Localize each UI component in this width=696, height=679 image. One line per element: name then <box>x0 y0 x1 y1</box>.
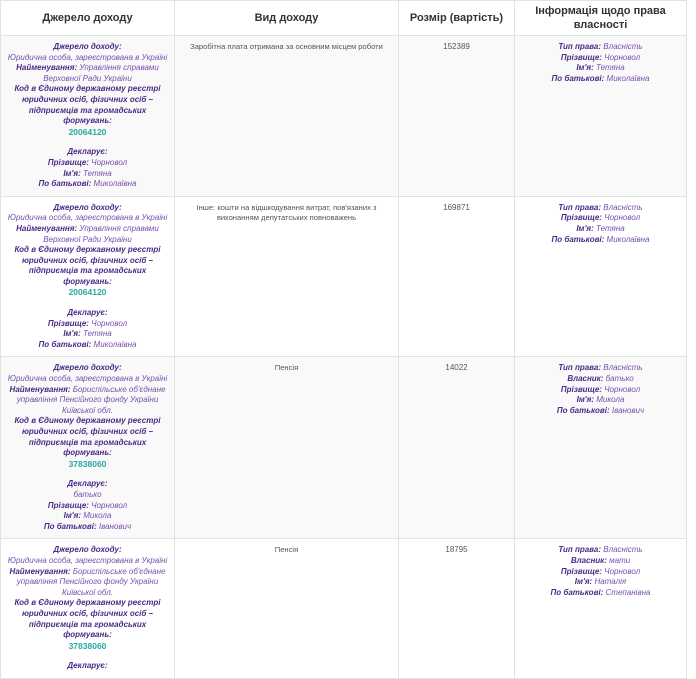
own-first-name-value: Наталія <box>594 577 627 587</box>
income-type-cell: Заробітна плата отримана за основним місцем роботи <box>175 36 399 197</box>
own-surname-value: Чорновол <box>604 566 641 576</box>
right-type-label: Тип права: <box>558 202 602 212</box>
source-label: Джерело доходу: <box>53 42 122 51</box>
patronymic-value: Миколаївна <box>93 339 137 349</box>
code-label: Код в Єдиному державному реєстрі юридичних осіб, фізичних осіб – підприємців та громадських формувань: <box>14 416 161 458</box>
declarant-label: Декларує: <box>67 147 108 157</box>
patronymic-label: По батькові: <box>38 339 92 349</box>
own-patronymic-label: По батькові: <box>556 405 610 415</box>
table-row <box>1 36 687 197</box>
edrpou-code: 20064120 <box>68 126 107 137</box>
org-name: Управління справами Верховної Ради України <box>43 63 159 83</box>
name-label: Найменування: <box>9 384 71 394</box>
name-label: Найменування: <box>16 223 78 233</box>
surname-value: Чорновол <box>91 500 128 510</box>
own-first-name-value: Тетяна <box>595 63 625 73</box>
own-surname-value: Чорновол <box>604 52 641 62</box>
own-patronymic-label: По батькові: <box>551 234 605 244</box>
income-source-cell <box>1 357 175 539</box>
declarant-label: Декларує: <box>67 308 108 318</box>
surname-value: Чорновол <box>91 318 128 328</box>
source-label: Джерело доходу: <box>53 545 122 555</box>
name-label: Найменування: <box>16 63 78 73</box>
legal-entity-text: Юридична особа, зареєстрована в Україні <box>7 555 168 565</box>
code-label: Код в Єдиному державному реєстрі юридичних осіб, фізичних осіб – підприємців та громадських формувань: <box>14 598 161 640</box>
own-patronymic-label: По батькові: <box>550 587 604 597</box>
code-label: Код в Єдиному державному реєстрі юридичних осіб, фізичних осіб – підприємців та громадських формувань: <box>14 84 161 126</box>
right-type-label: Тип права: <box>558 545 602 555</box>
patronymic-value: Миколаївна <box>93 179 137 189</box>
own-patronymic-value: Іванович <box>611 405 645 415</box>
first-name-value: Тетяна <box>82 168 112 178</box>
owner-label: Власник: <box>567 374 604 384</box>
declarant-relation: батько <box>73 489 102 499</box>
declarant-label: Декларує: <box>67 661 108 671</box>
header-source: Джерело доходу <box>1 1 175 36</box>
table-row <box>1 357 687 539</box>
ownership-cell <box>515 196 687 357</box>
own-surname-label: Прізвище: <box>560 52 602 62</box>
first-name-label: Ім'я: <box>63 329 81 339</box>
source-label: Джерело доходу: <box>53 363 122 373</box>
first-name-label: Ім'я: <box>63 511 82 521</box>
own-first-name-label: Ім'я: <box>576 395 595 405</box>
surname-label: Прізвище: <box>47 500 89 510</box>
income-amount-cell: 169871 <box>399 196 515 357</box>
legal-entity-text: Юридична особа, зареєстрована в Україні <box>7 52 168 62</box>
ownership-cell <box>515 36 687 197</box>
own-surname-value: Чорновол <box>604 384 641 394</box>
right-type-label: Тип права: <box>558 42 602 51</box>
income-type-cell: Пенсія <box>175 539 399 679</box>
code-label: Код в Єдиному державному реєстрі юридичних осіб, фізичних осіб – підприємців та громадських формувань: <box>14 245 161 286</box>
edrpou-code: 20064120 <box>68 287 107 298</box>
right-type-label: Тип права: <box>558 363 602 373</box>
edrpou-code: 37838060 <box>68 458 107 469</box>
own-first-name-value: Микола <box>596 395 625 405</box>
owner-value: батько <box>605 374 634 384</box>
own-first-name-label: Ім'я: <box>576 63 594 73</box>
surname-label: Прізвище: <box>47 157 89 167</box>
legal-entity-text: Юридична особа, зареєстрована в Україні <box>7 213 168 223</box>
income-amount-cell: 152389 <box>399 36 515 197</box>
edrpou-code: 37838060 <box>68 640 107 651</box>
patronymic-label: По батькові: <box>38 179 92 189</box>
table-row <box>1 196 687 357</box>
own-patronymic-value: Миколаївна <box>606 73 650 83</box>
own-first-name-value: Тетяна <box>595 223 625 233</box>
income-amount-cell: 14022 <box>399 357 515 539</box>
own-patronymic-value: Миколаївна <box>606 234 650 244</box>
own-patronymic-value: Степанівна <box>605 587 651 597</box>
table-header-row <box>1 1 687 36</box>
own-surname-value: Чорновол <box>604 213 641 223</box>
right-type-value: Власність <box>603 545 643 555</box>
org-name: Бориспільське об'єднане управління Пенсійного фонду України Київської обл. <box>16 566 166 597</box>
first-name-value: Микола <box>83 511 112 521</box>
header-income-type: Вид доходу <box>175 1 399 36</box>
header-ownership: Інформація щодо права власності <box>515 1 687 36</box>
own-first-name-label: Ім'я: <box>574 577 593 587</box>
own-surname-label: Прізвище: <box>560 213 602 223</box>
income-source-cell <box>1 36 175 197</box>
income-source-cell <box>1 196 175 357</box>
right-type-value: Власність <box>603 363 643 373</box>
owner-label: Власник: <box>570 555 607 565</box>
org-name: Бориспільське об'єднане управління Пенсійного фонду України Київської обл. <box>16 384 166 415</box>
first-name-label: Ім'я: <box>63 168 81 178</box>
declarant-label: Декларує: <box>67 479 108 489</box>
income-amount-cell: 18795 <box>399 539 515 679</box>
owner-value: мати <box>609 555 631 565</box>
source-label: Джерело доходу: <box>53 202 122 212</box>
right-type-value: Власність <box>603 202 643 212</box>
own-surname-label: Прізвище: <box>560 384 602 394</box>
own-patronymic-label: По батькові: <box>551 73 605 83</box>
surname-label: Прізвище: <box>47 318 89 328</box>
ownership-cell <box>515 539 687 679</box>
own-surname-label: Прізвище: <box>560 566 602 576</box>
name-label: Найменування: <box>9 566 71 576</box>
header-amount: Розмір (вартість) <box>399 1 515 36</box>
patronymic-value: Іванович <box>98 521 132 531</box>
org-name: Управління справами Верховної Ради України <box>43 223 159 244</box>
own-first-name-label: Ім'я: <box>576 223 594 233</box>
surname-value: Чорновол <box>91 157 128 167</box>
income-type-cell: Інше: кошти на відшкодування витрат, пов'язаних з виконанням депутатських повноважень <box>175 196 399 357</box>
legal-entity-text: Юридична особа, зареєстрована в Україні <box>7 374 168 384</box>
ownership-cell <box>515 357 687 539</box>
income-type-cell: Пенсія <box>175 357 399 539</box>
income-source-cell <box>1 539 175 679</box>
right-type-value: Власність <box>603 42 643 51</box>
first-name-value: Тетяна <box>82 329 112 339</box>
table-row <box>1 539 687 679</box>
patronymic-label: По батькові: <box>43 521 97 531</box>
